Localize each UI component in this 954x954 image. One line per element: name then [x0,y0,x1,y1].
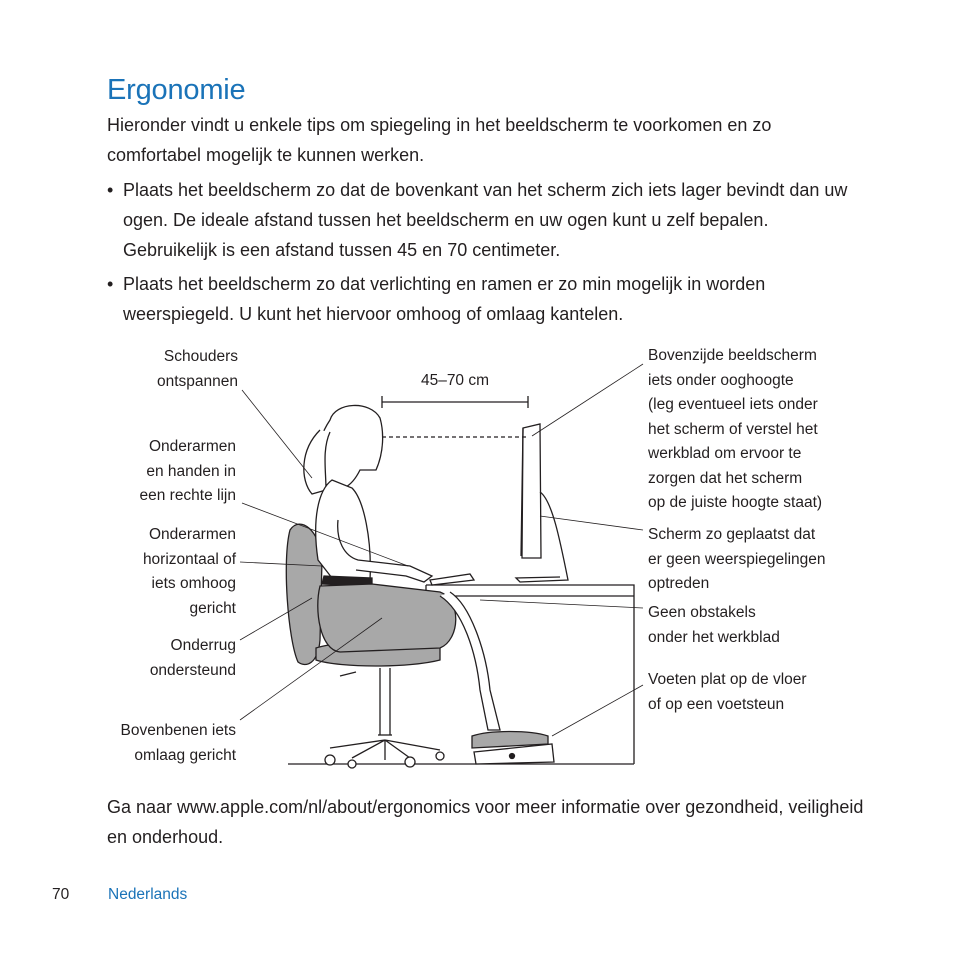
label-thighs: Bovenbenen iets omlaag gericht [120,722,236,764]
page-number: 70 [52,886,70,903]
bullet-text: Plaats het beeldscherm zo dat de bovenkant van het scherm zich iets lager bevindt dan uw ogen. De ideale afstand tussen het beeldscherm en uw ogen kunt u zelf bepalen. Gebruikelijk is een afstand tussen 45 en 70 centimeter. [123,180,848,260]
bullet-dot: • [107,274,114,294]
label-forearms-line: Onderarmen en handen in een rechte lijn [139,438,236,504]
label-screen-top: Bovenzijde beeldscherm iets onder ooghoogte (leg eventueel iets onder het scherm of verstel het werkblad om ervoor te zorgen dat het scherm op de juiste hoogte staat) [648,347,823,511]
monitor [516,424,568,582]
page-title: Ergonomie [107,74,246,106]
label-screen-glare: Scherm zo geplaatst dat er geen weerspiegelingen optreden [648,526,826,592]
footer-paragraph: Ga naar www.apple.com/nl/about/ergonomics voor meer informatie over gezondheid, veiligheid en onderhoud. [107,797,864,847]
label-lower-back: Onderrug ondersteund [149,637,236,679]
label-shoulders: Schouders ontspannen [156,348,238,390]
person [304,405,548,748]
distance-label: 45–70 cm [420,372,490,389]
distance-dimension [382,396,528,408]
label-feet: Voeten plat op de vloer of op een voetsteun [648,671,807,713]
bullet-text: Plaats het beeldscherm zo dat verlichting en ramen er zo min mogelijk in worden weerspiegeld. U kunt het hiervoor omhoog of omlaag kantelen. [123,274,766,324]
bullet-dot: • [107,180,114,200]
intro-paragraph: Hieronder vindt u enkele tips om spiegeling in het beeldscherm te voorkomen en zo comfortabel mogelijk te kunnen werken. [107,115,772,165]
language-label: Nederlands [108,886,188,903]
label-forearms-horizontal: Onderarmen horizontaal of iets omhoog gericht [142,526,236,617]
keyboard [430,574,474,585]
label-no-obstacles: Geen obstakels onder het werkblad [648,604,780,646]
